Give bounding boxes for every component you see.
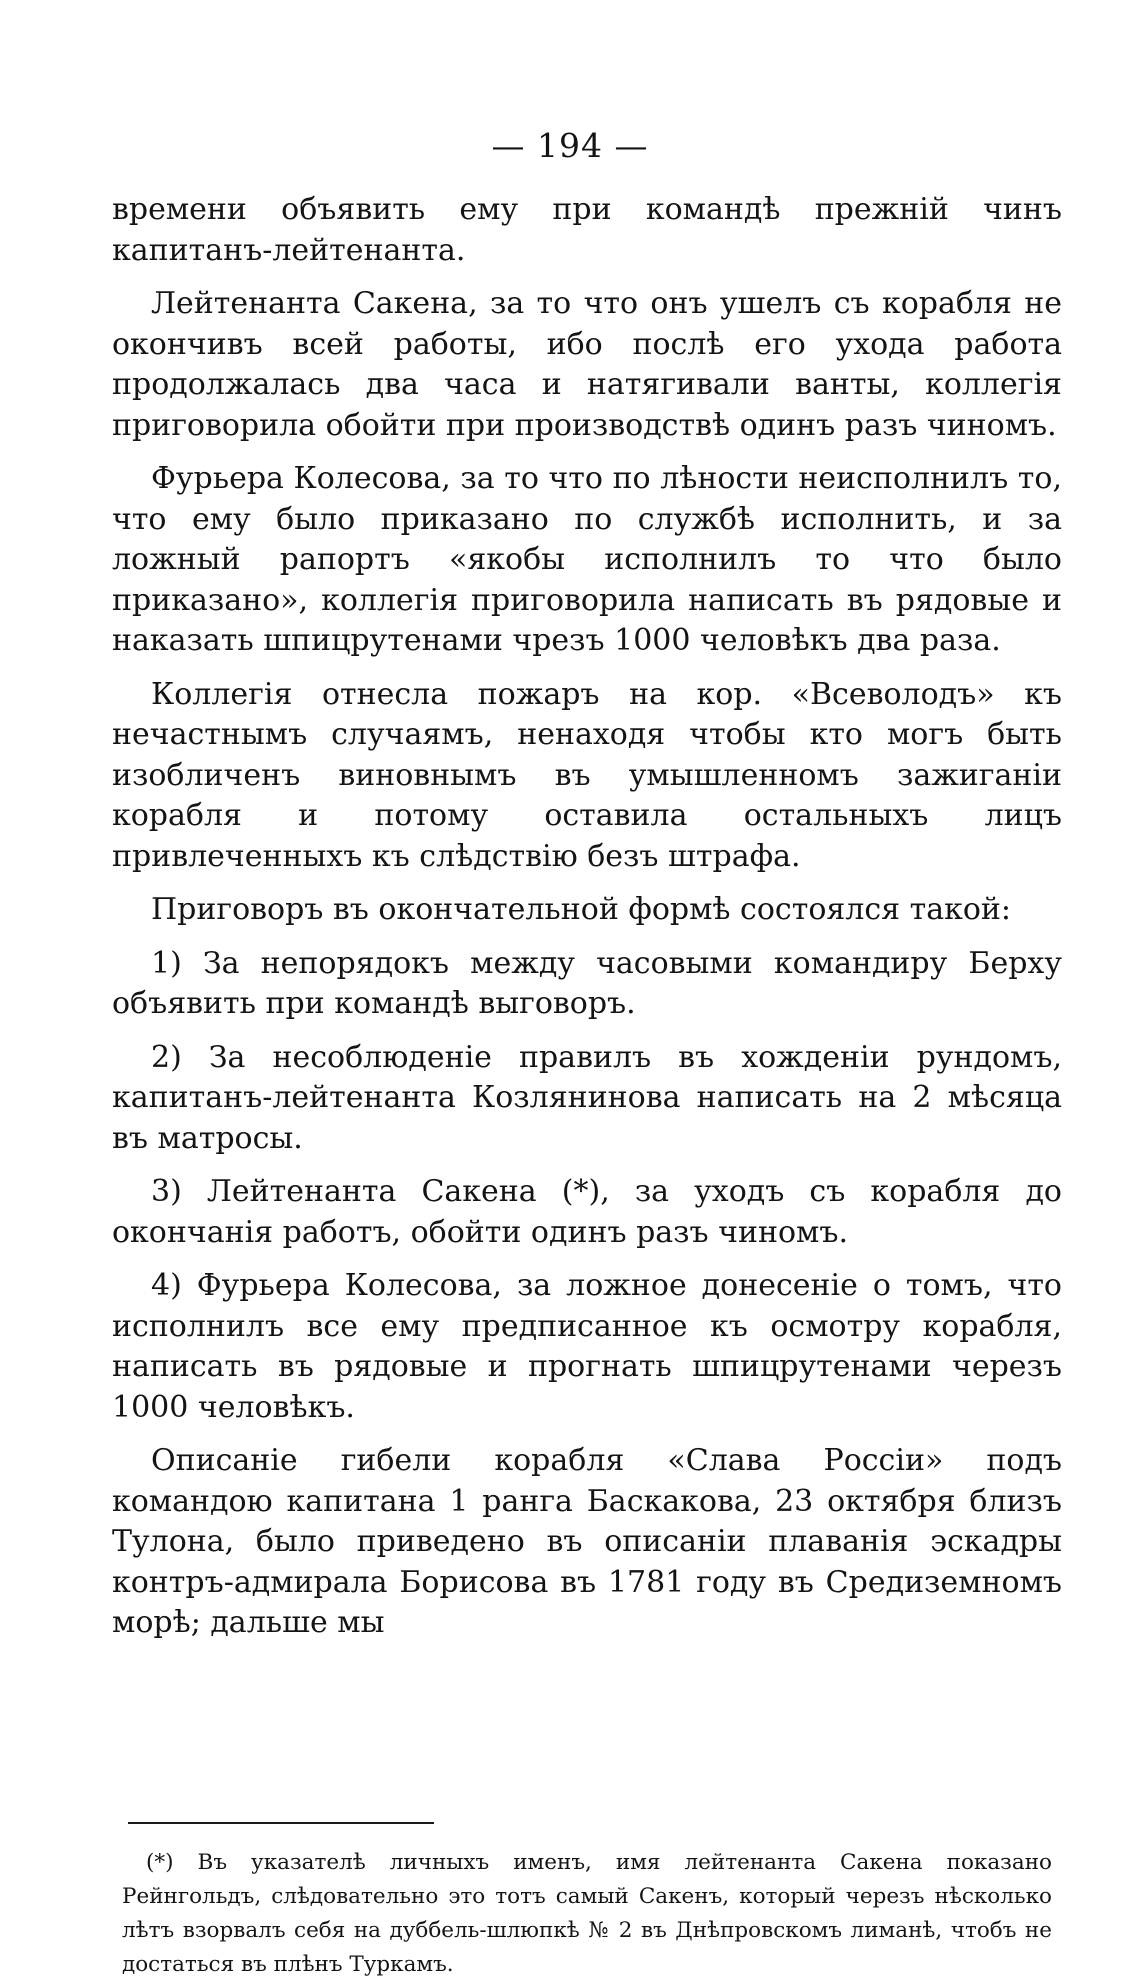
- page-number: — 194 —: [491, 126, 649, 165]
- list-item: 2) За несоблюденіе правилъ въ хожденіи рундомъ, капитанъ-лейтенанта Козлянинова написать на 2 мѣсяца въ матросы.: [112, 1039, 1062, 1156]
- footnote-rule: [128, 1822, 434, 1824]
- list-item: 1) За непорядокъ между часовыми командиру Берху объявить при командѣ выговоръ.: [112, 945, 1062, 1021]
- paragraph: Коллегія отнесла пожаръ на кор. «Всеволодъ» къ нечастнымъ случаямъ, ненаходя чтобы кто могъ быть изобличенъ виновнымъ въ умышленномъ зажиганіи корабля и потому оставила остальныхъ лицъ привлеченныхъ къ слѣдствію безъ штрафа.: [112, 676, 1062, 874]
- list-item: 3) Лейтенанта Сакена (*), за уходъ съ корабля до окончанія работъ, обойти одинъ разъ чиномъ.: [112, 1174, 1062, 1250]
- paragraph: Лейтенанта Сакена, за то что онъ ушелъ съ корабля не окончивъ всей работы, ибо послѣ его ухода работа продолжалась два часа и натягивали ванты, коллегія приговорила обойти при производствѣ одинъ разъ чиномъ.: [112, 286, 1062, 443]
- footnote: (*) Въ указателѣ личныхъ именъ, имя лейтенанта Сакена показано Рейнгольдъ, слѣдовательно это тотъ самый Сакенъ, который черезъ нѣсколько лѣтъ взорвалъ себя на дуббель-шлюпкѣ № 2 въ Днѣпровскомъ лиманѣ, чтобъ не достаться въ плѣнъ Туркамъ.: [122, 1850, 1052, 1977]
- paragraph: Фурьера Колесова, за то что по лѣности неисполнилъ то, что ему было приказано по службѣ исполнить, и за ложный рапортъ «якобы исполнилъ то что было приказано», коллегія приговорила написать въ рядовые и наказать шпицрутенами чрезъ 1000 человѣкъ два раза.: [112, 461, 1062, 658]
- list-item: 4) Фурьера Колесова, за ложное донесеніе о томъ, что исполнилъ все ему предписанное къ осмотру корабля, написать въ рядовые и прогнать шпицрутенами черезъ 1000 человѣкъ.: [112, 1268, 1062, 1425]
- paragraph: Приговоръ въ окончательной формѣ состоялся такой:: [151, 892, 1012, 927]
- paragraph: Описаніе гибели корабля «Слава Россіи» подъ командою капитана 1 ранга Баскакова, 23 октября близъ Тулона, было приведено въ описаніи плаванія эскадры контръ-адмирала Борисова въ 1781 году въ Средиземномъ морѣ; дальше мы: [112, 1443, 1062, 1640]
- paragraph: времени объявить ему при командѣ прежній чинъ капитанъ-лейтенанта.: [112, 192, 1062, 268]
- body-text: [112, 190, 1062, 1657]
